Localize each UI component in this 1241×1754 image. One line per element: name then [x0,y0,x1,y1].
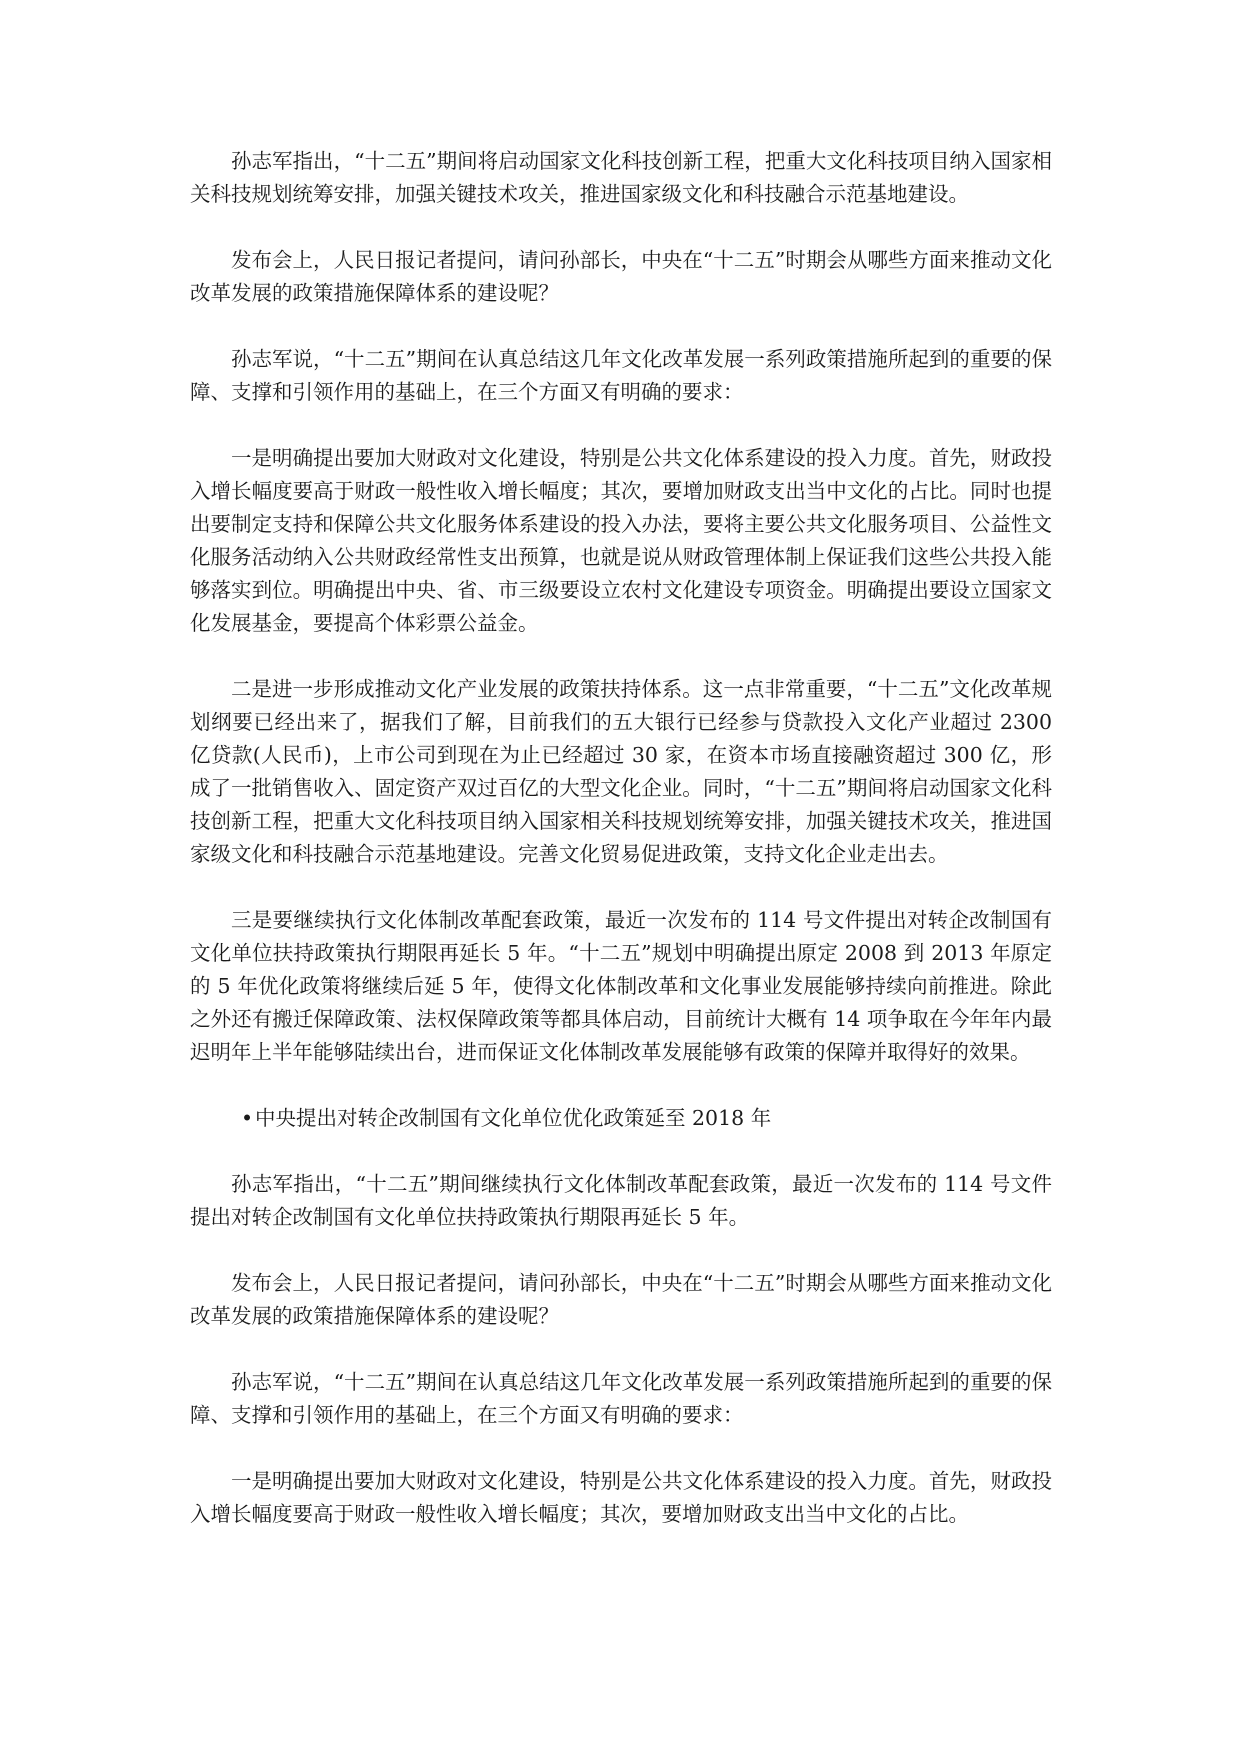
paragraph-9: 孙志军说，“十二五”期间在认真总结这几年文化改革发展一系列政策措施所起到的重要的保障、支撑和引领作用的基础上，在三个方面又有明确的要求： [190,1370,1052,1427]
paragraph-5: 二是进一步形成推动文化产业发展的政策扶持体系。这一点非常重要，“十二五”文化改革规划纲要已经出来了，据我们了解，目前我们的五大银行已经参与贷款投入文化产业超过 2300 亿贷款(人民币)，上市公司到现在为止已经超过 30 家，在资本市场直接融资超过 300 亿，形成了一批销售收入、固定资产双过百亿的大型文化企业。同时，“十二五”期间将启动国家文化科技创新工程，把重大文化科技项目纳入国家相关科技规划统筹安排，加强关键技术攻关，推进国家级文化和科技融合示范基地建设。完善文化贸易促进政策，支持文化企业走出去。 [190,677,1052,866]
bullet-icon: • [241,1106,254,1130]
paragraph-8: 发布会上，人民日报记者提问，请问孙部长，中央在“十二五”时期会从哪些方面来推动文化改革发展的政策措施保障体系的建设呢？ [190,1271,1052,1328]
paragraph-3: 孙志军说，“十二五”期间在认真总结这几年文化改革发展一系列政策措施所起到的重要的保障、支撑和引领作用的基础上，在三个方面又有明确的要求： [190,347,1052,404]
document-body [190,145,1052,1564]
paragraph-4: 一是明确提出要加大财政对文化建设，特别是公共文化体系建设的投入力度。首先，财政投入增长幅度要高于财政一般性收入增长幅度；其次，要增加财政支出当中文化的占比。同时也提出要制定支持和保障公共文化服务体系建设的投入办法，要将主要公共文化服务项目、公益性文化服务活动纳入公共财政经常性支出预算，也就是说从财政管理体制上保证我们这些公共投入能够落实到位。明确提出中央、省、市三级要设立农村文化建设专项资金。明确提出要设立国家文化发展基金，要提高个体彩票公益金。 [190,446,1052,635]
bullet-heading [190,1102,1052,1135]
paragraph-1: 孙志军指出，“十二五”期间将启动国家文化科技创新工程，把重大文化科技项目纳入国家相关科技规划统筹安排，加强关键技术攻关，推进国家级文化和科技融合示范基地建设。 [190,149,1052,206]
bullet-text: 中央提出对转企改制国有文化单位优化政策延至 2018 年 [255,1106,772,1130]
paragraph-7: 孙志军指出，“十二五”期间继续执行文化体制改革配套政策，最近一次发布的 114 号文件提出对转企改制国有文化单位扶持政策执行期限再延长 5 年。 [190,1172,1052,1229]
paragraph-2: 发布会上，人民日报记者提问，请问孙部长，中央在“十二五”时期会从哪些方面来推动文化改革发展的政策措施保障体系的建设呢？ [190,248,1052,305]
paragraph-10: 一是明确提出要加大财政对文化建设，特别是公共文化体系建设的投入力度。首先，财政投入增长幅度要高于财政一般性收入增长幅度；其次，要增加财政支出当中文化的占比。 [190,1469,1052,1526]
paragraph-6: 三是要继续执行文化体制改革配套政策，最近一次发布的 114 号文件提出对转企改制国有文化单位扶持政策执行期限再延长 5 年。“十二五”规划中明确提出原定 2008 到 2013 年原定的 5 年优化政策将继续后延 5 年，使得文化体制改革和文化事业发展能够持续向前推进。除此之外还有搬迁保障政策、法权保障政策等都具体启动，目前统计大概有 14 项争取在今年年内最迟明年上半年能够陆续出台，进而保证文化体制改革发展能够有政策的保障并取得好的效果。 [190,908,1052,1064]
